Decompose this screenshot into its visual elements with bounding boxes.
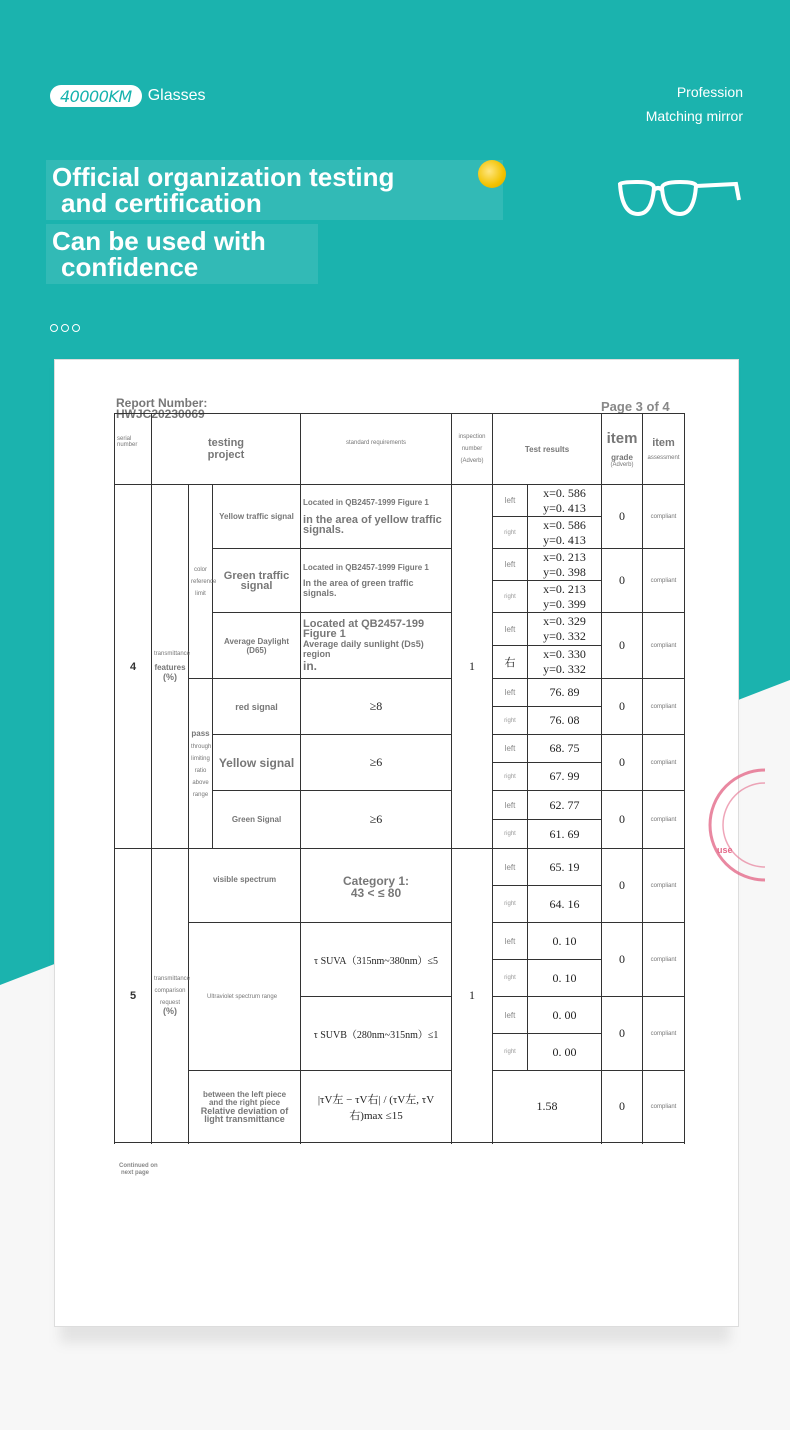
s4-row3-right-value xyxy=(528,646,602,679)
s4-group xyxy=(152,485,189,849)
logo-product: Glasses xyxy=(147,87,206,104)
s4-row6-right-label: right xyxy=(493,820,528,849)
s4-row1-std2: in the area of yellow traffic signals. xyxy=(303,514,442,536)
official-seal-stamp xyxy=(710,765,770,885)
tagline xyxy=(646,80,743,128)
stamp-text: use xyxy=(717,845,733,855)
s4-row1-name: Yellow traffic signal xyxy=(213,485,301,549)
s4-sub-pass-l3: limiting xyxy=(191,756,210,762)
header-project-l1: testing xyxy=(207,437,245,449)
header-inspection-l3: (Adverb) xyxy=(460,458,484,464)
s4-row4-name: red signal xyxy=(213,679,301,735)
s4-row2-r1: x=0. 213 xyxy=(543,581,586,596)
s5-uva-right-label: right xyxy=(493,960,528,997)
header-results: Test results xyxy=(493,414,602,485)
s4-row3-left-label: left xyxy=(493,613,528,646)
header-grade-top: item xyxy=(606,430,638,447)
s4-sub-pass-l6: range xyxy=(192,792,209,798)
s4-sub-color xyxy=(189,485,217,679)
s4-row4-standard: ≥8 xyxy=(301,679,452,735)
header-inspection-l2: number xyxy=(461,446,483,452)
s5-deviation-standard: |τV左 − τV右| / (τV左, τV右)max ≤15 xyxy=(301,1071,452,1143)
header-serial-l1: serial xyxy=(117,436,132,442)
header-project xyxy=(152,414,301,485)
s4-serial: 4 xyxy=(115,485,152,849)
s4-row3-right-label: 右 xyxy=(493,646,528,679)
header-serial-l2: number xyxy=(117,442,138,448)
s4-row4-left-value: 76. 89 xyxy=(528,679,602,707)
tagline-line-1: Profession xyxy=(676,84,743,100)
s4-row1-result: compliant xyxy=(643,485,685,549)
s5-dev-name2: and the right piece xyxy=(208,1097,281,1107)
s4-row2-l1: x=0. 213 xyxy=(543,549,586,564)
page-indicator: Page 3 of 4 xyxy=(601,399,670,414)
s4-sub-pass xyxy=(189,679,213,849)
s4-row5-result: compliant xyxy=(643,735,685,791)
s5-visible-left-value: 65. 19 xyxy=(528,849,602,886)
headline-box-1 xyxy=(46,160,503,220)
s4-row2-result: compliant xyxy=(643,549,685,613)
s5-deviation-name xyxy=(189,1071,301,1143)
s4-row3-std2: Average daily sunlight (Ds5) region xyxy=(303,638,424,659)
continued-note xyxy=(119,1163,158,1177)
s4-row5-right-label: right xyxy=(493,763,528,791)
s4-group-l3: (%) xyxy=(163,672,177,682)
pager-dot xyxy=(61,324,69,332)
s5-visible-standard xyxy=(301,849,452,923)
s4-row4-right-value: 76. 08 xyxy=(528,707,602,735)
headline-box-2 xyxy=(46,224,318,284)
table-header-row xyxy=(115,414,685,485)
s4-row3-std3: in. xyxy=(303,658,318,673)
s4-row1-standard xyxy=(301,485,452,549)
s4-row6-grade: 0 xyxy=(602,791,643,849)
s4-sub-color-l2: reference xyxy=(191,578,217,585)
header-grade-label: grade xyxy=(611,453,633,462)
s5-uvb-grade: 0 xyxy=(602,997,643,1071)
s5-uva-result: compliant xyxy=(643,923,685,997)
continued-l2: next page xyxy=(121,1170,150,1176)
s4-row3-result: compliant xyxy=(643,613,685,679)
s4-row6-left-label: left xyxy=(493,791,528,820)
table-row xyxy=(115,923,685,960)
s5-visible-std2: 43 < ≤ 80 xyxy=(350,885,402,900)
s4-row4-left-label: left xyxy=(493,679,528,707)
s5-visible-left-label: left xyxy=(493,849,528,886)
s4-row2-std1: Located in QB2457-1999 Figure 1 xyxy=(303,563,429,572)
s5-uvb-right-value: 0. 00 xyxy=(528,1034,602,1071)
s5-uv-name: Ultraviolet spectrum range xyxy=(189,923,301,1071)
s4-row5-right-value: 67. 99 xyxy=(528,763,602,791)
header-grade-sub: (Adverb) xyxy=(610,462,634,468)
s4-row1-r1: x=0. 586 xyxy=(543,517,586,532)
s4-sub-pass-l4: ratio xyxy=(194,768,207,774)
s5-uvb-right-label: right xyxy=(493,1034,528,1071)
header-project-l2: project xyxy=(207,449,245,461)
s5-visible-right-label: right xyxy=(493,886,528,923)
s4-row3-r1: x=0. 330 xyxy=(543,647,586,661)
s5-visible-grade: 0 xyxy=(602,849,643,923)
table-row xyxy=(115,679,685,707)
s5-visible-result: compliant xyxy=(643,849,685,923)
s5-uva-left-value: 0. 10 xyxy=(528,923,602,960)
header-assessment: assessment xyxy=(647,455,680,461)
s5-uva-standard: τ SUVA（315nm~380nm）≤5 xyxy=(301,923,452,997)
s5-visible-name: visible spectrum xyxy=(189,849,301,923)
brand-logo xyxy=(50,85,206,107)
s4-row2-name: Green traffic signal xyxy=(213,549,301,613)
s4-row3-l1: x=0. 329 xyxy=(543,614,586,628)
s5-visible-right-value: 64. 16 xyxy=(528,886,602,923)
report-number-label: Report Number: xyxy=(116,396,208,410)
s5-uva-left-label: left xyxy=(493,923,528,960)
s4-row1-right-label: right xyxy=(493,517,528,549)
headline-line-3: Can be used with xyxy=(52,226,266,256)
s5-uva-right-value: 0. 10 xyxy=(528,960,602,997)
s4-row1-l1: x=0. 586 xyxy=(543,485,586,500)
s4-row6-standard: ≥6 xyxy=(301,791,452,849)
s5-dev-name3: Relative deviation of xyxy=(200,1105,289,1116)
table-row xyxy=(115,1071,685,1143)
s4-row2-right-value xyxy=(528,581,602,613)
s4-sub-pass-l2: through xyxy=(191,744,212,750)
table-row xyxy=(115,849,685,886)
s4-row6-name: Green Signal xyxy=(213,791,301,849)
s4-row3-standard xyxy=(301,613,452,679)
s4-row1-left-label: left xyxy=(493,485,528,517)
header-serial xyxy=(115,414,152,485)
s4-row1-std1: Located in QB2457-1999 Figure 1 xyxy=(303,498,429,507)
s5-deviation-value: 1.58 xyxy=(493,1071,602,1143)
tagline-line-2: Matching mirror xyxy=(645,108,743,124)
s4-sub-pass-l1: pass xyxy=(191,729,210,738)
s4-row2-standard xyxy=(301,549,452,613)
s5-group-l1: transmittance xyxy=(154,975,191,982)
s4-sub-color-l3: limit xyxy=(195,590,206,597)
header-standard: standard requirements xyxy=(301,414,452,485)
s4-row1-r2: y=0. 413 xyxy=(543,532,586,547)
s4-row4-grade: 0 xyxy=(602,679,643,735)
s4-row3-l2: y=0. 332 xyxy=(543,629,586,643)
s5-deviation-result: compliant xyxy=(643,1071,685,1143)
s4-row1-l2: y=0. 413 xyxy=(543,500,586,515)
s4-row1-right-value xyxy=(528,517,602,549)
coin-icon xyxy=(478,160,506,188)
report-number-value: HWJC20230069 xyxy=(116,407,205,421)
s5-uvb-standard: τ SUVB（280nm~315nm）≤1 xyxy=(301,997,452,1071)
s5-group xyxy=(152,849,189,1143)
table-row xyxy=(115,485,685,517)
s4-row6-right-value: 61. 69 xyxy=(528,820,602,849)
s4-row5-left-value: 68. 75 xyxy=(528,735,602,763)
s4-row1-grade: 0 xyxy=(602,485,643,549)
s4-row3-std1: Located at QB2457-199 Figure 1 xyxy=(303,617,425,640)
s4-row2-grade: 0 xyxy=(602,549,643,613)
s5-dev-name4: light transmittance xyxy=(204,1113,285,1124)
s4-row5-grade: 0 xyxy=(602,735,643,791)
s5-serial: 5 xyxy=(115,849,152,1143)
s4-row2-right-label: right xyxy=(493,581,528,613)
s4-row3-left-value xyxy=(528,613,602,646)
header-grade xyxy=(602,414,643,485)
s4-row3-grade: 0 xyxy=(602,613,643,679)
s4-sub-pass-l5: above xyxy=(192,780,209,786)
s4-row1-left-value xyxy=(528,485,602,517)
header-item-label: item xyxy=(652,437,675,449)
continued-l1: Continued on xyxy=(119,1163,158,1169)
pager-dot xyxy=(72,324,80,332)
s5-uvb-left-value: 0. 00 xyxy=(528,997,602,1034)
s5-group-l2: comparison xyxy=(154,987,186,994)
header-inspection xyxy=(452,414,493,485)
glasses-icon xyxy=(618,178,742,218)
s5-uva-grade: 0 xyxy=(602,923,643,997)
s4-row2-std2: In the area of green traffic signals. xyxy=(303,578,414,598)
test-report-table xyxy=(114,413,685,1143)
pager-dots xyxy=(50,324,80,332)
s4-row2-left-value xyxy=(528,549,602,581)
s5-uvb-left-label: left xyxy=(493,997,528,1034)
s4-row5-name: Yellow signal xyxy=(213,735,301,791)
s4-group-l1: transmittance xyxy=(154,651,191,657)
s4-row2-left-label: left xyxy=(493,549,528,581)
header-item xyxy=(643,414,685,485)
s5-visible-std1: Category 1: xyxy=(343,873,410,888)
s4-row6-left-value: 62. 77 xyxy=(528,791,602,820)
s4-row5-standard: ≥6 xyxy=(301,735,452,791)
s5-group-l3: request xyxy=(159,999,180,1006)
s4-row2-r2: y=0. 399 xyxy=(543,596,586,611)
s4-inspection: 1 xyxy=(452,485,493,849)
headline-line-4: confidence xyxy=(61,252,199,282)
s5-inspection: 1 xyxy=(452,849,493,1143)
s4-row5-left-label: left xyxy=(493,735,528,763)
s4-row3-name: Average Daylight (D65) xyxy=(213,613,301,679)
s4-row6-result: compliant xyxy=(643,791,685,849)
s5-deviation-grade: 0 xyxy=(602,1071,643,1143)
s5-group-l4: (%) xyxy=(163,1005,177,1016)
s4-row3-r2: y=0. 332 xyxy=(543,662,586,676)
s4-row4-result: compliant xyxy=(643,679,685,735)
headline-line-1: Official organization testing xyxy=(52,162,395,192)
pager-dot xyxy=(50,324,58,332)
s4-row4-right-label: right xyxy=(493,707,528,735)
s4-sub-color-l1: color xyxy=(193,566,207,573)
s5-dev-name1: between the left piece xyxy=(202,1089,287,1099)
logo-mark: 40000KM xyxy=(50,85,142,107)
s5-uvb-result: compliant xyxy=(643,997,685,1071)
headline-line-2: and certification xyxy=(61,188,262,218)
s4-group-l2: features xyxy=(154,663,186,672)
s4-row2-l2: y=0. 398 xyxy=(543,564,586,579)
header-inspection-l1: inspection xyxy=(458,434,486,440)
headline xyxy=(46,160,503,284)
